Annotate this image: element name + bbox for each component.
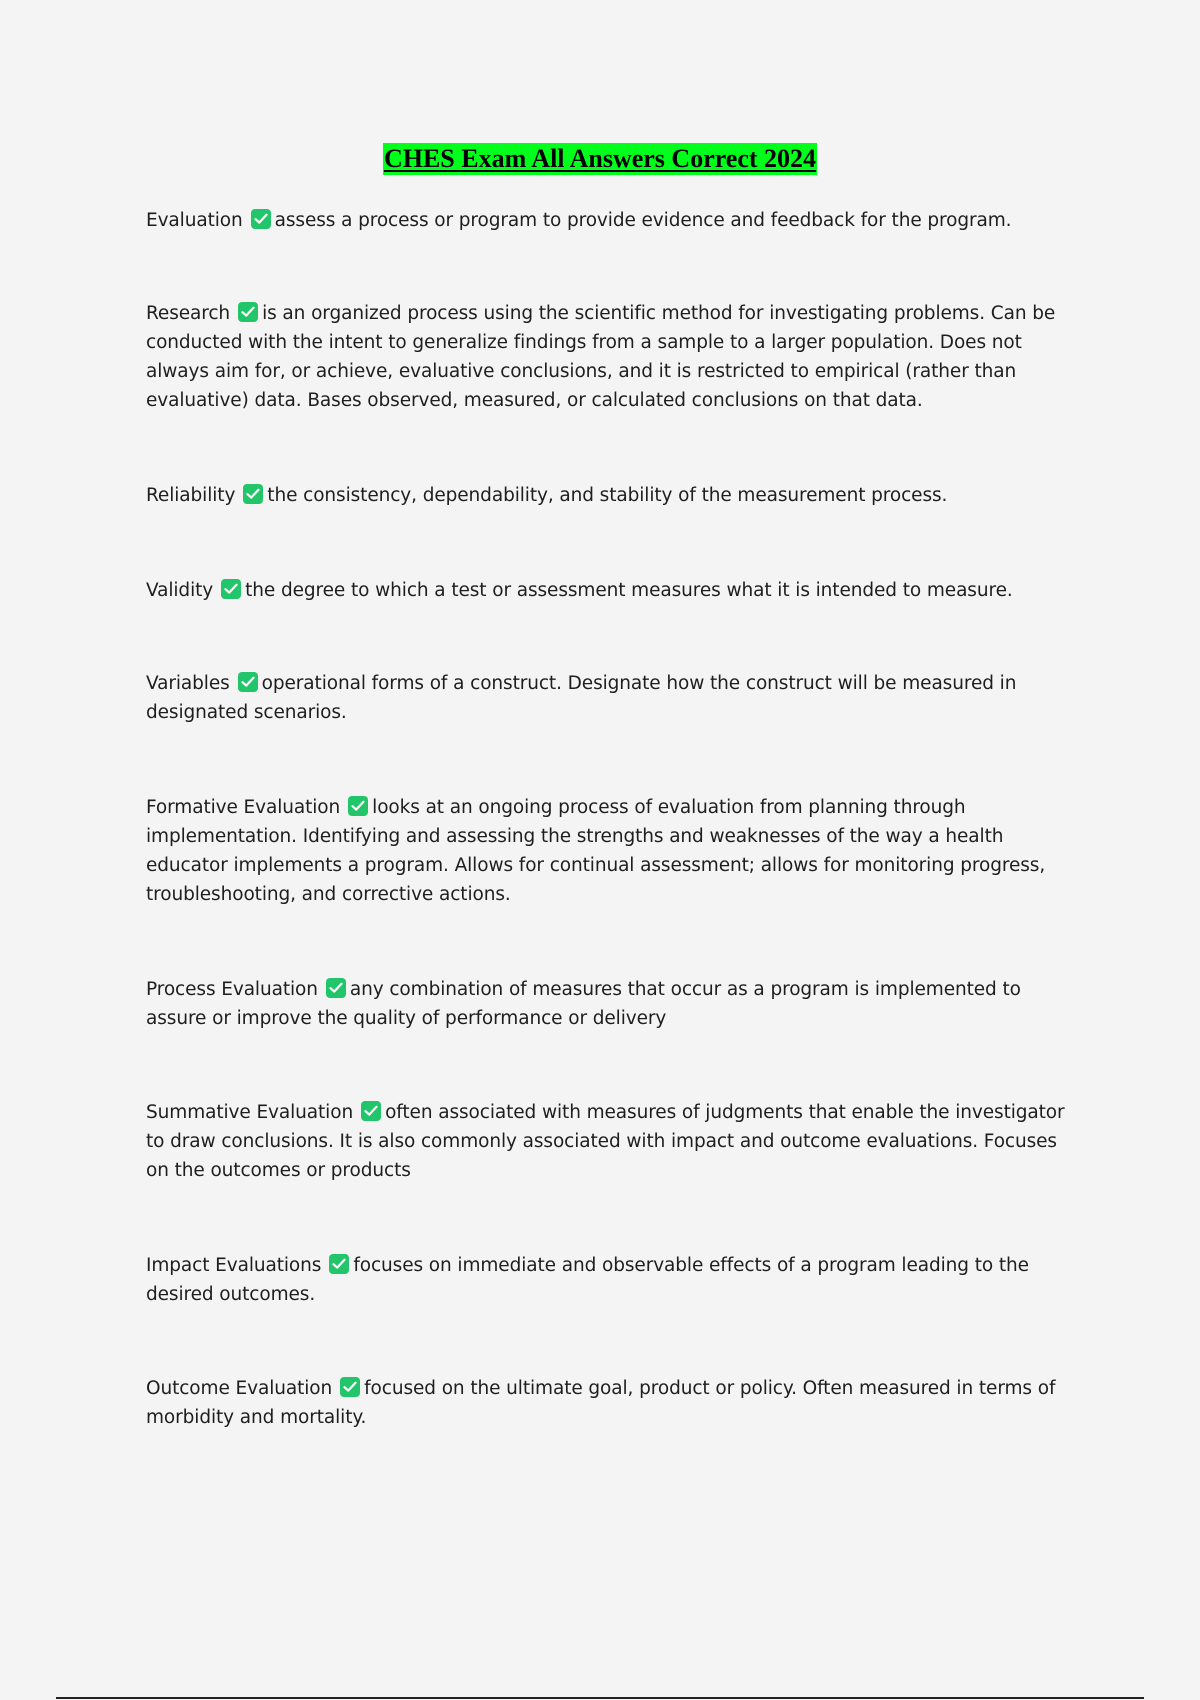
entry-validity — [146, 576, 1066, 605]
page-title: CHES Exam All Answers Correct 2024 — [383, 144, 817, 173]
check-box-icon — [361, 1101, 381, 1121]
entry-definition: is an organized process using the scientific method for investigating problems. Can be conducted with the intent to generalize findings from a sample to a larger population. Does not always aim for, or achieve, evaluative conclusions, and it is restricted to empirical (rather than evaluative) data. Bases observed, measured, or calculated conclusions on that data. — [146, 303, 1056, 411]
entry-definition: the degree to which a test or assessment measures what it is intended to measure. — [245, 580, 1013, 601]
check-box-icon — [340, 1377, 360, 1397]
check-box-icon — [251, 209, 271, 229]
entry-term: Validity — [146, 580, 214, 601]
entry-term: Summative Evaluation — [146, 1102, 354, 1123]
entry-reliability — [146, 481, 1066, 510]
entry-outcome-evaluation — [146, 1374, 1066, 1432]
entry-evaluation — [146, 206, 1066, 235]
entry-formative-evaluation — [146, 793, 1066, 909]
title-wrapper — [0, 143, 1200, 175]
entry-definition: focuses on immediate and observable effects of a program leading to the desired outcomes. — [146, 1255, 1029, 1305]
entry-definition: the consistency, dependability, and stability of the measurement process. — [267, 485, 948, 506]
entry-definition: often associated with measures of judgments that enable the investigator to draw conclusions. It is also commonly associated with impact and outcome evaluations. Focuses on the outcomes or products — [146, 1102, 1065, 1181]
entry-variables — [146, 669, 1066, 727]
check-box-icon — [326, 978, 346, 998]
entry-term: Evaluation — [146, 210, 243, 231]
entry-term: Reliability — [146, 485, 236, 506]
entry-term: Formative Evaluation — [146, 797, 341, 818]
entry-definition: operational forms of a construct. Designate how the construct will be measured in designated scenarios. — [146, 673, 1017, 723]
check-box-icon — [243, 484, 263, 504]
entry-definition: assess a process or program to provide evidence and feedback for the program. — [274, 210, 1012, 231]
entry-term: Outcome Evaluation — [146, 1378, 333, 1399]
entry-term: Variables — [146, 673, 230, 694]
entry-term: Research — [146, 303, 231, 324]
entry-term: Process Evaluation — [146, 979, 318, 1000]
check-box-icon — [238, 302, 258, 322]
check-box-icon — [348, 796, 368, 816]
entry-impact-evaluations — [146, 1251, 1066, 1309]
entry-definition: looks at an ongoing process of evaluation from planning through implementation. Identifying and assessing the strengths and weaknesses of the way a health educator implements a program. Allows for continual assessment; allows for monitoring progress, troubleshooting, and corrective actions. — [146, 797, 1046, 905]
check-box-icon — [329, 1254, 349, 1274]
entry-definition: focused on the ultimate goal, product or policy. Often measured in terms of morbidity and mortality. — [146, 1378, 1056, 1428]
entry-research — [146, 299, 1066, 415]
entry-summative-evaluation — [146, 1098, 1066, 1185]
check-box-icon — [238, 672, 258, 692]
entry-definition: any combination of measures that occur as a program is implemented to assure or improve the quality of performance or delivery — [146, 979, 1021, 1029]
entry-term: Impact Evaluations — [146, 1255, 322, 1276]
check-box-icon — [221, 579, 241, 599]
footer-divider — [56, 1697, 1144, 1699]
entry-process-evaluation — [146, 975, 1066, 1033]
